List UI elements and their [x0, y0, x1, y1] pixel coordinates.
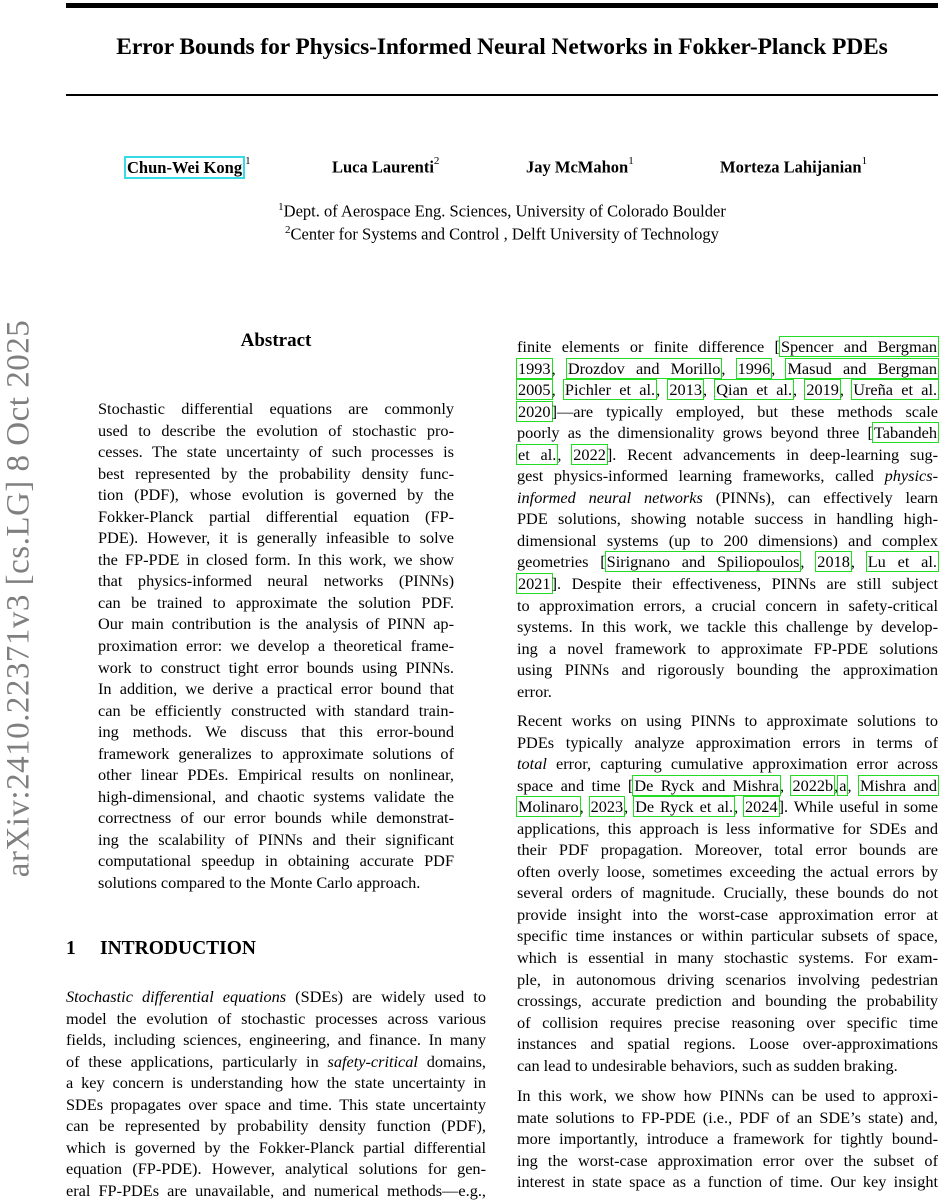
citation-link[interactable]: Spencer and Bergman	[780, 337, 937, 356]
emph: Stochastic differential equations	[66, 987, 287, 1006]
right-paragraph-3	[517, 1085, 938, 1193]
abstract-line: work to construct tight error bounds using PINNs.	[98, 657, 454, 677]
txt: gest physics-informed learning frameworks, called	[517, 466, 885, 486]
text-line: to approximation errors, a crucial concern in safety-critical	[517, 595, 938, 615]
text-line: PDE solutions, showing notable success in handling high-	[517, 509, 938, 529]
text-line	[517, 422, 938, 444]
author-name: Morteza Lahijanian	[720, 157, 862, 177]
text-line: equation (FP-PDE). However, analytical solutions for gen-	[66, 1159, 486, 1179]
citation-link[interactable]: De Ryck et al.	[635, 797, 734, 817]
txt: poorly as the dimensionality grows beyond three [	[517, 423, 873, 443]
text-line: can lead to undesirable behaviors, such as sudden braking.	[517, 1055, 898, 1075]
txt: ,	[779, 775, 792, 795]
txt: finite elements or finite difference [	[517, 337, 780, 356]
author-3	[526, 157, 634, 178]
txt: of these applications, particularly in	[66, 1051, 328, 1071]
text-line: specific time instances or within particular subsets of space,	[517, 926, 938, 946]
emph: informed neural networks	[517, 487, 703, 507]
citation-link[interactable]: Masud and Bergman	[787, 358, 938, 378]
text-line	[517, 444, 938, 466]
text-line: provide insight into the worst-case approximation error at	[517, 904, 938, 924]
citation-link[interactable]: Sirignano and Spiliopoulos	[606, 552, 800, 572]
top-rule	[66, 3, 938, 8]
arxiv-stamp: arXiv:2410.22371v3 [cs.LG] 8 Oct 2025	[0, 319, 37, 878]
citation-link[interactable]: De Ryck and Mishra	[634, 775, 779, 795]
abstract-line: In addition, we derive a practical error bound that	[98, 679, 454, 699]
citation-link[interactable]: 2024	[745, 797, 778, 817]
txt: ]. Despite their effectiveness, PINNs are still subject	[551, 574, 938, 594]
text-line: In this work, we show how PINNs can be used to approxi-	[517, 1086, 938, 1105]
txt: ,	[734, 797, 745, 817]
citation-link[interactable]: Ureña et al.	[853, 380, 938, 400]
text-line	[517, 775, 938, 797]
text-line: using PINNs and rigorously bounding the approximation	[517, 660, 938, 680]
txt: ,	[551, 358, 567, 378]
txt: (SDEs) are widely used to	[286, 987, 486, 1006]
abstract-line: that physics-informed neural networks (PINNs)	[98, 571, 454, 591]
section-title: INTRODUCTION	[100, 938, 257, 959]
abstract-line: other linear PDEs. Empirical results on nonlinear,	[98, 765, 454, 785]
affil-sup: 2	[285, 224, 291, 236]
text-line: several orders of magnitude. Crucially, these bounds do not	[517, 883, 938, 903]
citation-link[interactable]: 2020	[518, 401, 551, 421]
citation-link[interactable]: Tabandeh	[873, 423, 937, 443]
txt: ]. While useful in some	[778, 797, 938, 817]
citation-link[interactable]: 2023	[590, 797, 624, 817]
text-line: can be represented by probability density function (PDF),	[66, 1116, 486, 1136]
citation-link[interactable]: 2022	[573, 444, 606, 464]
citation-link[interactable]: Drozdov and Morillo	[567, 358, 721, 378]
emph: safety-critical	[327, 1051, 418, 1071]
abstract-line: can be trained to approximate the solution PDF.	[98, 592, 454, 612]
text-line: ple, in autonomous driving scenarios involving pedestrian	[517, 969, 938, 989]
text-line: PDEs typically analyze approximation errors in terms of	[517, 732, 938, 752]
txt: ]—are typically employed, but these methods scale	[551, 401, 938, 421]
right-paragraph-2	[517, 710, 938, 1076]
abstract-line: can be efficiently constructed with standard train-	[98, 700, 454, 720]
author-link[interactable]: Chun-Wei Kong	[124, 156, 245, 179]
text-line: ing a novel framework to approximate FP-PDE solutions	[517, 638, 938, 658]
abstract-line: Stochastic differential equations are commonly	[98, 399, 454, 418]
txt: domains,	[417, 1051, 487, 1071]
text-line	[66, 986, 486, 1008]
text-line: mate solutions to FP-PDE (i.e., PDF of an SDE’s state) and,	[517, 1107, 938, 1127]
text-line	[517, 336, 938, 358]
text-line	[517, 551, 938, 573]
affiliation-1	[66, 201, 938, 222]
txt: ,	[557, 444, 573, 464]
text-line: their PDF propagation. Moreover, total error bounds are	[517, 840, 938, 860]
text-line	[517, 358, 938, 380]
txt: ,	[847, 775, 859, 795]
abstract-line: framework generalizes to approximate solutions of	[98, 743, 454, 763]
author-sup: 1	[628, 155, 634, 167]
txt: ,	[721, 358, 737, 378]
citation-link[interactable]: Qian et al.	[716, 380, 793, 400]
txt: ,	[656, 380, 669, 400]
author-2	[332, 157, 439, 178]
text-line: eral FP-PDEs are unavailable, and numerical methods—e.g.,	[66, 1180, 486, 1200]
txt: ,	[834, 775, 839, 795]
abstract-line: cesses. The state uncertainty of such processes is	[98, 442, 454, 462]
txt: ,	[800, 552, 817, 572]
text-line: SDEs propagates over space and time. This state uncertainty	[66, 1094, 486, 1114]
section-heading	[66, 938, 256, 960]
text-line: crossings, accurate prediction and bounding the probability	[517, 991, 938, 1011]
text-line	[517, 487, 938, 509]
text-line	[517, 753, 938, 775]
text-line: fields, including sciences, engineering, and finance. In many	[66, 1030, 486, 1050]
citation-link[interactable]: 2022b	[792, 775, 834, 795]
abstract-line: PDE). However, it is generally infeasible to solve	[98, 528, 454, 548]
emph: physics-	[884, 466, 938, 486]
txt: error, capturing cumulative approximation error across	[546, 754, 938, 774]
abstract-line: computational speedup in obtaining accurate PDF	[98, 851, 454, 871]
citation-link[interactable]: 2021	[518, 574, 551, 594]
affil-sup: 1	[278, 201, 284, 213]
text-line	[517, 796, 938, 818]
citation-link[interactable]: 2019	[806, 380, 839, 400]
citation-link[interactable]: 1993	[518, 358, 551, 378]
text-line: which is essential in many stochastic systems. For exam-	[517, 948, 938, 968]
paper-title: Error Bounds for Physics-Informed Neural Networks in Fokker-Planck PDEs	[116, 34, 888, 60]
abstract-line: ing the scalability of PINNs and their significant	[98, 829, 454, 849]
citation-link[interactable]: et al.	[518, 444, 557, 464]
txt: space and time [	[517, 775, 634, 795]
affil-text: Center for Systems and Control , Delft University of Technology	[290, 224, 719, 244]
affil-text: Dept. of Aerospace Eng. Sciences, University of Colorado Boulder	[283, 201, 726, 221]
text-line: model the evolution of stochastic processes across various	[66, 1008, 486, 1028]
citation-link[interactable]: a	[839, 775, 847, 795]
txt: ,	[551, 380, 564, 400]
txt: geometries [	[517, 552, 606, 572]
abstract-line: high-dimensional, and chaotic systems validate the	[98, 786, 454, 806]
author-sup: 2	[433, 155, 440, 167]
author-sup: 1	[861, 155, 868, 167]
text-line: dimensional systems (up to 200 dimensions) and complex	[517, 530, 938, 550]
txt: ]. Recent advancements in deep-learning sug-	[606, 444, 939, 464]
text-line: error.	[517, 681, 552, 701]
txt: ,	[839, 380, 853, 400]
abstract-line: tion (PDF), whose evolution is governed by the	[98, 485, 454, 505]
citation-link[interactable]: 1996	[737, 358, 771, 378]
text-line: instances and spatial regions. Loose over-approximations	[517, 1034, 938, 1054]
text-line	[66, 1051, 486, 1073]
text-line: systems. In this work, we tackle this challenge by develop-	[517, 617, 938, 637]
text-line	[517, 379, 938, 401]
text-line: Recent works on using PINNs to approximate solutions to	[517, 711, 938, 730]
txt: ,	[793, 380, 806, 400]
text-line: applications, this approach is less informative for SDEs and	[517, 818, 938, 838]
right-paragraph-1	[517, 336, 938, 702]
text-line	[517, 465, 938, 487]
abstract-line: Our main contribution is the analysis of PINN ap-	[98, 614, 454, 634]
abstract-line: proximation error: we develop a theoretical frame-	[98, 636, 454, 656]
abstract-body	[98, 398, 454, 894]
txt: ,	[579, 797, 590, 817]
text-line: often overly loose, sometimes exceeding the actual errors by	[517, 861, 938, 881]
abstract-line: the FP-PDE in closed form. In this work, we show	[98, 549, 454, 569]
abstract-line: ing methods. We discuss that this error-bound	[98, 722, 454, 742]
text-line: more importantly, introduce a framework for tightly bound-	[517, 1129, 938, 1149]
text-line: which is governed by the Fokker-Planck partial differential	[66, 1137, 486, 1157]
txt: ,	[771, 358, 787, 378]
citation-link[interactable]: Mishra and	[859, 775, 938, 795]
section-number: 1	[66, 938, 76, 959]
txt: (PINNs), can effectively learn	[702, 487, 938, 507]
emph: total	[517, 754, 547, 774]
citation-link[interactable]: Molinaro	[518, 797, 579, 817]
author-sup: 1	[245, 155, 251, 167]
txt: ,	[850, 552, 867, 572]
citation-link[interactable]: Pichler et al.	[564, 380, 656, 400]
intro-left-paragraph	[66, 986, 486, 1201]
abstract-heading: Abstract	[240, 330, 312, 351]
text-line: of collision requires precise reasoning over specific time	[517, 1012, 938, 1032]
text-line: interest in state space as a function of time. Our key insight	[517, 1172, 938, 1192]
citation-link[interactable]: 2018	[817, 552, 850, 572]
title-bottom-rule	[66, 94, 938, 96]
txt: ,	[624, 797, 635, 817]
text-line	[517, 573, 938, 595]
txt: ,	[702, 380, 716, 400]
author-1	[124, 157, 251, 178]
author-4	[720, 157, 867, 178]
citation-link[interactable]: 2005	[518, 380, 551, 400]
text-line: a key concern is understanding how the state uncertainty in	[66, 1073, 486, 1093]
author-name: Jay McMahon	[526, 157, 629, 177]
abstract-line: solutions compared to the Monte Carlo approach.	[98, 873, 421, 893]
abstract-line: Fokker-Planck partial differential equation (FP-	[98, 506, 454, 526]
text-line: ing the worst-case approximation error over the subset of	[517, 1150, 938, 1170]
author-name: Luca Laurenti	[332, 157, 434, 177]
citation-link[interactable]: Lu et al.	[867, 552, 937, 572]
affiliation-2	[66, 224, 938, 245]
abstract-line: correctness of our error bounds while demonstrat-	[98, 808, 454, 828]
citation-link[interactable]: 2013	[669, 380, 702, 400]
abstract-line: best represented by the probability density func-	[98, 463, 454, 483]
abstract-line: used to describe the evolution of stochastic pro-	[98, 420, 454, 440]
text-line	[517, 401, 938, 423]
